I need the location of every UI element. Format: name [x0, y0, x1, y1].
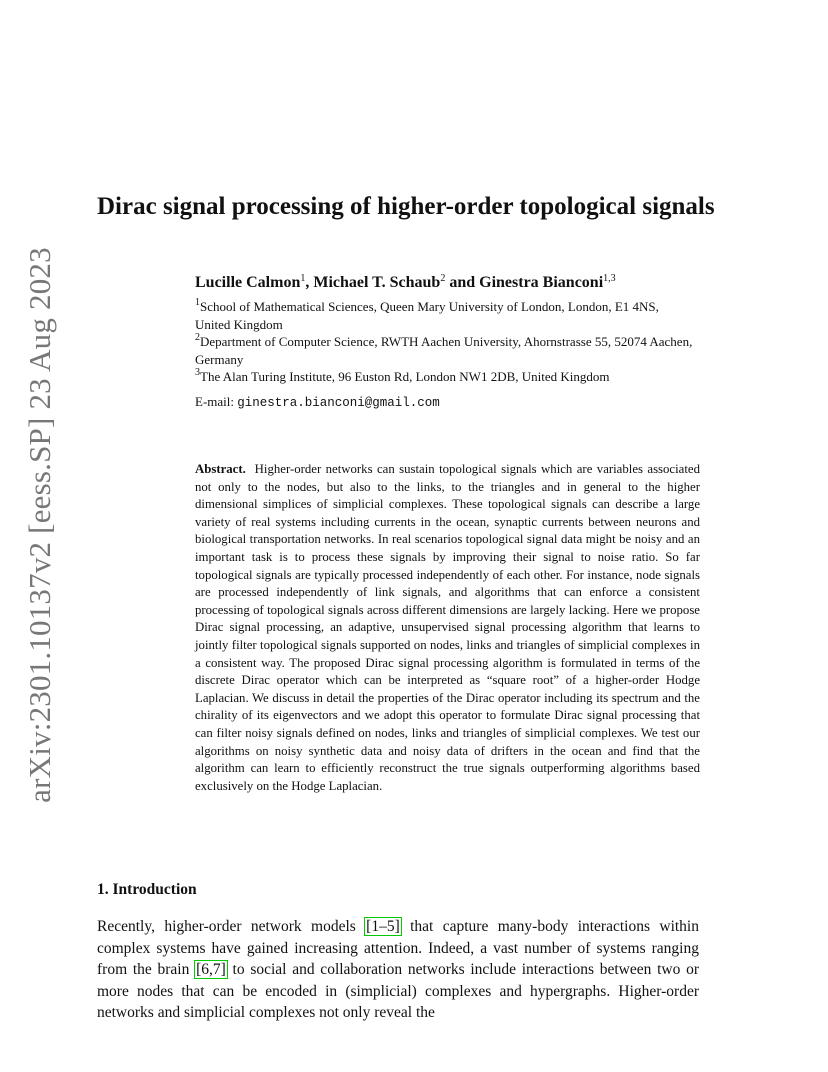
author-schaub: Michael T. Schaub — [313, 274, 441, 291]
affiliation-3 — [195, 368, 695, 386]
affiliation-2 — [195, 333, 695, 368]
author-bianconi-affil: 1,3 — [603, 273, 616, 284]
intro-text-3: to social and collaboration networks include interactions between two or more nodes that can be encoded in (simplicial) complexes and hypergraphs. Higher-order networks and simplicial complexes not only reveal the — [97, 961, 700, 1021]
email-line — [195, 394, 440, 410]
introduction-paragraph — [97, 916, 699, 1024]
author-calmon-affil: 1 — [300, 273, 306, 284]
affiliation-3-marker: 3 — [195, 367, 200, 378]
email-address: ginestra.bianconi@gmail.com — [237, 396, 440, 410]
abstract — [195, 461, 700, 795]
author-bianconi: Ginestra Bianconi — [479, 274, 604, 291]
author-schaub-affil: 2 — [440, 273, 446, 284]
affiliation-1-text: School of Mathematical Sciences, Queen Mary University of London, London, E1 4NS, United Kingdom — [195, 299, 659, 332]
paper-title: Dirac signal processing of higher-order topological signals — [97, 193, 715, 220]
section-heading-introduction: 1. Introduction — [97, 881, 197, 898]
author-calmon: Lucille Calmon — [195, 274, 301, 291]
email-label: E-mail: — [195, 394, 238, 409]
author-separator: and — [445, 274, 480, 291]
intro-text-1: Recently, higher-order network models — [97, 918, 366, 935]
abstract-text: Higher-order networks can sustain topological signals which are variables associated not only to the nodes, but also to the links, to the triangles and in general to the higher dimensional simplices of simplicial complexes. These topological signals can describe a large variety of real systems including currents in the ocean, synaptic currents between neurons and biological transportation networks. In real scenarios topological signal data might be noisy and an important task is to process these signals by improving their signal to noise ratio. So far topological signals are typically processed independently of each other. For instance, node signals are processed independently of link signals, and algorithms that can enforce a consistent processing of topological signals across different dimensions are largely lacking. Here we propose Dirac signal processing, an adaptive, unsupervised signal processing algorithm that learns to jointly filter topological signals supported on nodes, links and triangles of simplicial complexes in a consistent way. The proposed Dirac signal processing algorithm is formulated in terms of the discrete Dirac operator which can be interpreted as “square root” of a higher-order Hodge Laplacian. We discuss in detail the properties of the Dirac operator including its spectrum and the chirality of its eigenvectors and we adopt this operator to formulate Dirac signal processing that can filter noisy signals defined on nodes, links and triangles of simplicial complexes. We test our algorithms on noisy synthetic data and noisy data of drifters in the ocean and find that the algorithm can learn to efficiently reconstruct the true signals outperforming algorithms based exclusively on the Hodge Laplacian. — [195, 462, 700, 793]
affiliation-2-text: Department of Computer Science, RWTH Aachen University, Ahornstrasse 55, 52074 Aachen, Germany — [195, 334, 693, 367]
affiliation-1-marker: 1 — [195, 297, 200, 308]
author-separator: , — [305, 274, 314, 291]
affiliation-1 — [195, 298, 695, 333]
author-list — [195, 274, 616, 292]
citation-link-1-5[interactable]: [1–5] — [366, 918, 400, 935]
affiliation-2-marker: 2 — [195, 332, 200, 343]
arxiv-identifier-text: arXiv:2301.10137v2 [eess.SP] 23 Aug 2023 — [22, 247, 57, 803]
arxiv-identifier-stamp — [16, 247, 64, 803]
intro-text-2: that capture many-body interactions within complex systems have gained increasing attention. Indeed, a vast number of systems ranging from the brain — [97, 918, 699, 978]
citation-link-6-7[interactable]: [6,7] — [196, 961, 226, 978]
abstract-label: Abstract. — [195, 462, 246, 476]
affiliation-3-text: The Alan Turing Institute, 96 Euston Rd, London NW1 2DB, United Kingdom — [200, 369, 610, 384]
